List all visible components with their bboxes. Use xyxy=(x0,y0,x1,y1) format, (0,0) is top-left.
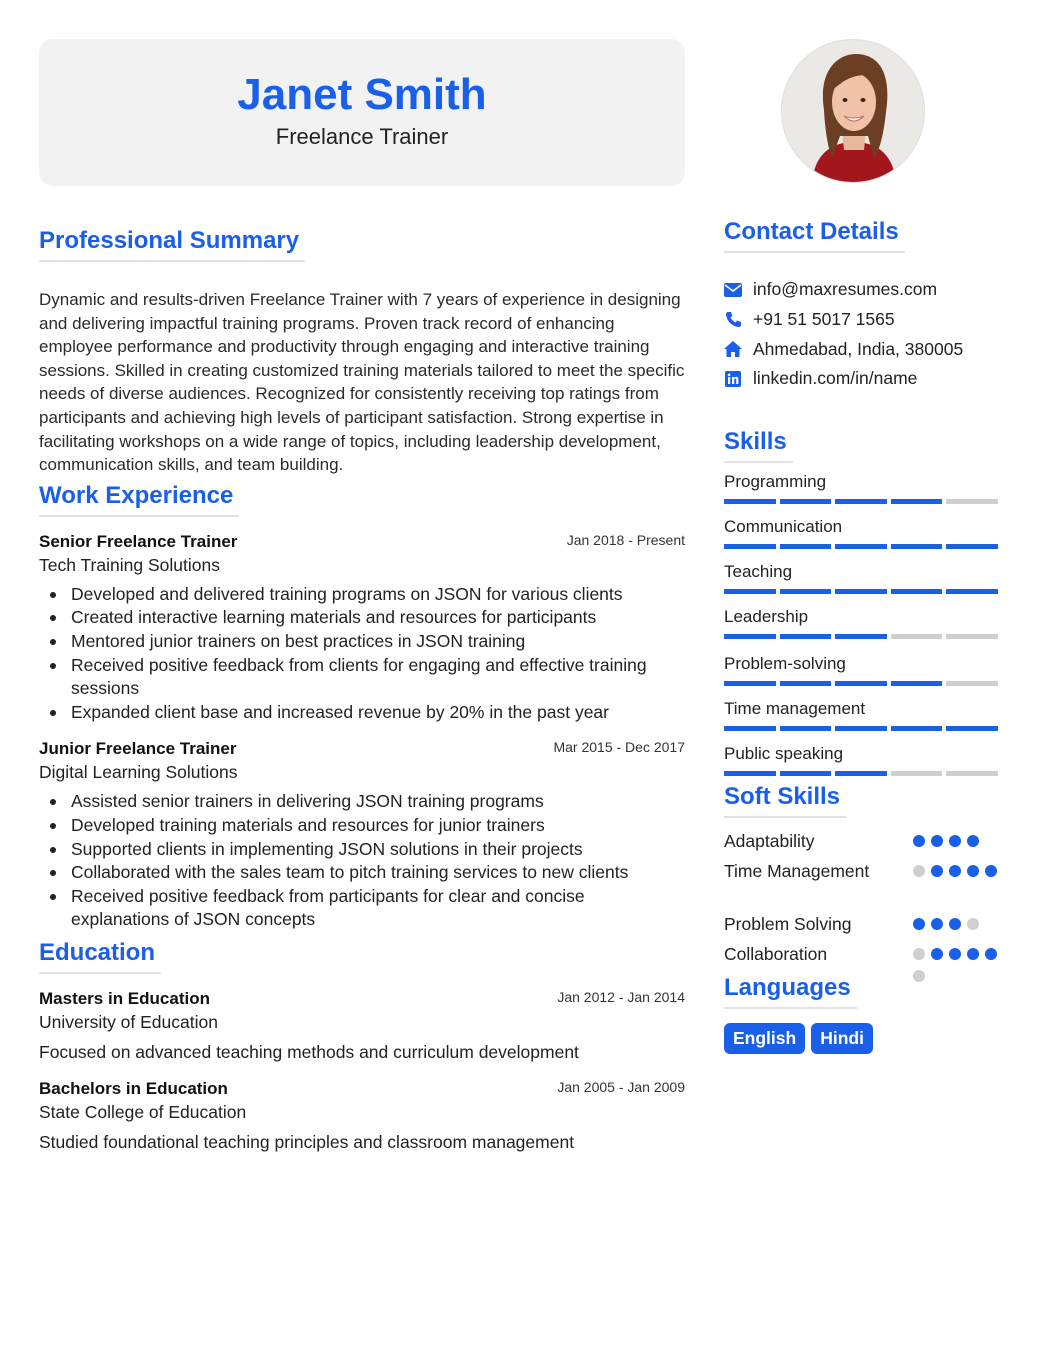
job-date: Jan 2018 - Present xyxy=(566,531,685,548)
skill-level-segment xyxy=(835,681,887,686)
soft-skill-item xyxy=(724,909,1000,939)
skill-level-segment xyxy=(780,544,832,549)
rating-dot xyxy=(967,835,979,847)
skill-level-segment xyxy=(835,771,887,776)
job-bullet: Supported clients in implementing JSON solutions in their projects xyxy=(71,838,685,862)
job-bullet: Developed training materials and resources for junior trainers xyxy=(71,814,685,838)
soft-skills-section xyxy=(724,782,1000,969)
job-company: Digital Learning Solutions xyxy=(39,762,238,783)
rating-dot xyxy=(985,865,997,877)
skill-level-bar xyxy=(724,771,1000,776)
education-heading: Education xyxy=(39,938,161,974)
job-bullet: Created interactive learning materials and resources for participants xyxy=(71,606,685,630)
skill-level-segment xyxy=(946,681,998,686)
skill-level-segment xyxy=(946,771,998,776)
skill-level-segment xyxy=(780,499,832,504)
languages-heading: Languages xyxy=(724,973,857,1009)
skill-item xyxy=(724,743,1000,776)
skill-level-segment xyxy=(946,634,998,639)
education-section xyxy=(39,938,685,1154)
rating-dot xyxy=(931,865,943,877)
job-bullets xyxy=(39,583,685,725)
contact-section xyxy=(724,217,1000,394)
skill-level-segment xyxy=(946,589,998,594)
skill-level-segment xyxy=(724,681,776,686)
skill-level-segment xyxy=(724,726,776,731)
summary-heading: Professional Summary xyxy=(39,226,305,262)
skill-level-segment xyxy=(891,499,943,504)
side-column xyxy=(724,39,1000,1054)
rating-dot xyxy=(913,835,925,847)
skill-name: Programming xyxy=(724,471,827,491)
school-name: State College of Education xyxy=(39,1101,247,1122)
soft-skill-rating xyxy=(913,918,1003,930)
education-date: Jan 2005 - Jan 2009 xyxy=(557,1078,685,1095)
soft-skill-name: Collaboration xyxy=(724,943,828,964)
soft-skill-item xyxy=(724,939,1000,969)
contact-item xyxy=(724,364,1000,394)
summary-text: Dynamic and results-driven Freelance Trainer with 7 years of experience in designing and delivering impactful training programs. Proven track record of enhancing employee performance and productivity through engaging and interactive training sessions. Skilled in creating customized training materials tailored to meet the specific needs of diverse audiences. Recognized for consistently receiving top ratings from participants and achieving high levels of participant satisfaction. Strong expertise in facilitating workshops on a wide range of topics, including leadership development, communication skills, and team building. xyxy=(39,290,685,475)
education-header xyxy=(39,988,685,1010)
profile-photo-illustration xyxy=(782,40,925,183)
skill-name: Problem-solving xyxy=(724,653,846,673)
jobs-list xyxy=(39,531,685,932)
rating-dot xyxy=(985,948,997,960)
skill-level-segment xyxy=(835,499,887,504)
candidate-title: Freelance Trainer xyxy=(275,124,449,149)
skill-level-segment xyxy=(946,726,998,731)
contact-item xyxy=(724,334,1000,364)
contact-heading: Contact Details xyxy=(724,217,905,253)
job-bullet: Developed and delivered training programs on JSON for various clients xyxy=(71,583,685,607)
rating-dot xyxy=(913,918,925,930)
soft-skill-rating xyxy=(913,835,1003,847)
job-bullet: Collaborated with the sales team to pitch training services to new clients xyxy=(71,861,685,885)
skill-level-bar xyxy=(724,634,1000,639)
soft-skills-list xyxy=(724,826,1000,969)
languages-section xyxy=(724,973,1000,1054)
education-entry xyxy=(39,988,685,1064)
education-date: Jan 2012 - Jan 2014 xyxy=(557,988,685,1005)
skill-level-segment xyxy=(835,544,887,549)
skill-item xyxy=(724,471,1000,504)
linkedin-icon xyxy=(724,370,742,388)
job-bullets xyxy=(39,790,685,932)
rating-dot xyxy=(949,918,961,930)
contact-text: info@maxresumes.com xyxy=(753,279,938,300)
skill-level-segment xyxy=(891,771,943,776)
skill-name: Teaching xyxy=(724,561,793,581)
school-name: University of Education xyxy=(39,1011,218,1032)
rating-dot xyxy=(967,865,979,877)
skill-level-segment xyxy=(780,634,832,639)
skill-level-segment xyxy=(724,544,776,549)
skill-name: Time management xyxy=(724,698,866,718)
rating-dot xyxy=(949,948,961,960)
skill-level-segment xyxy=(891,544,943,549)
summary-section xyxy=(39,226,685,477)
degree-title: Bachelors in Education xyxy=(39,1078,228,1098)
skill-level-segment xyxy=(946,499,998,504)
skill-level-bar xyxy=(724,726,1000,731)
skill-level-segment xyxy=(891,726,943,731)
rating-dot xyxy=(967,948,979,960)
job-bullet: Expanded client base and increased revenue by 20% in the past year xyxy=(71,701,685,725)
soft-skill-name: Time Management xyxy=(724,860,870,881)
rating-dot xyxy=(931,918,943,930)
skill-item xyxy=(724,561,1000,594)
skills-heading: Skills xyxy=(724,427,793,463)
job-bullet: Received positive feedback from clients for engaging and effective training sessions xyxy=(71,654,685,701)
skill-item xyxy=(724,606,1000,639)
experience-heading: Work Experience xyxy=(39,481,239,517)
soft-skill-item xyxy=(724,856,1000,909)
skill-level-segment xyxy=(724,771,776,776)
languages-list xyxy=(724,1023,1000,1054)
job-date: Mar 2015 - Dec 2017 xyxy=(553,739,685,756)
main-column xyxy=(39,39,685,1154)
skill-name: Communication xyxy=(724,516,843,536)
contact-text: +91 51 5017 1565 xyxy=(753,309,895,330)
education-header xyxy=(39,1078,685,1100)
job-entry xyxy=(39,738,685,932)
header-box xyxy=(39,39,685,186)
education-entry xyxy=(39,1078,685,1154)
skill-level-segment xyxy=(891,681,943,686)
job-header xyxy=(39,531,685,553)
soft-skill-name: Problem Solving xyxy=(724,913,852,934)
contact-text: linkedin.com/in/name xyxy=(753,368,918,389)
education-description: Focused on advanced teaching methods and curriculum development xyxy=(39,1041,579,1062)
education-list xyxy=(39,988,685,1154)
phone-icon xyxy=(724,311,742,329)
job-bullet: Mentored junior trainers on best practices in JSON training xyxy=(71,630,685,654)
skill-item xyxy=(724,653,1000,686)
skills-list xyxy=(724,471,1000,776)
rating-dot xyxy=(949,835,961,847)
skill-level-segment xyxy=(724,499,776,504)
skill-item xyxy=(724,516,1000,549)
job-title: Junior Freelance Trainer xyxy=(39,739,237,759)
skill-level-bar xyxy=(724,589,1000,594)
contact-text: Ahmedabad, India, 380005 xyxy=(753,338,964,359)
skill-level-segment xyxy=(891,589,943,594)
skill-level-bar xyxy=(724,499,1000,504)
soft-skill-rating xyxy=(913,948,1003,982)
skill-level-segment xyxy=(724,589,776,594)
job-bullet: Assisted senior trainers in delivering JSON training programs xyxy=(71,790,685,814)
language-badge: Hindi xyxy=(811,1023,873,1054)
skill-level-bar xyxy=(724,544,1000,549)
skill-level-segment xyxy=(835,634,887,639)
skill-level-segment xyxy=(780,771,832,776)
skill-level-segment xyxy=(780,726,832,731)
job-bullet: Received positive feedback from participants for clear and concise explanations of JSON concepts xyxy=(71,885,685,932)
job-title: Senior Freelance Trainer xyxy=(39,531,238,551)
rating-dot xyxy=(931,835,943,847)
profile-photo xyxy=(781,39,925,183)
skill-level-segment xyxy=(780,589,832,594)
skill-name: Leadership xyxy=(724,606,809,626)
skill-level-segment xyxy=(835,726,887,731)
rating-dot xyxy=(931,948,943,960)
rating-dot xyxy=(913,970,925,982)
education-description: Studied foundational teaching principles and classroom management xyxy=(39,1131,575,1152)
skill-item xyxy=(724,698,1000,731)
job-entry xyxy=(39,531,685,725)
contact-item xyxy=(724,275,1000,305)
language-badge: English xyxy=(724,1023,805,1054)
rating-dot xyxy=(913,948,925,960)
soft-skill-rating xyxy=(913,865,1003,877)
rating-dot xyxy=(913,865,925,877)
home-icon xyxy=(724,340,742,358)
rating-dot xyxy=(949,865,961,877)
soft-skill-name: Adaptability xyxy=(724,830,815,851)
skill-level-segment xyxy=(891,634,943,639)
contact-list xyxy=(724,275,1000,394)
degree-title: Masters in Education xyxy=(39,988,210,1008)
skill-level-segment xyxy=(946,544,998,549)
skill-level-segment xyxy=(780,681,832,686)
contact-item xyxy=(724,305,1000,335)
skill-level-bar xyxy=(724,681,1000,686)
skill-level-segment xyxy=(724,634,776,639)
email-icon xyxy=(724,281,742,299)
skill-level-segment xyxy=(835,589,887,594)
skills-section xyxy=(724,427,1000,776)
soft-skills-heading: Soft Skills xyxy=(724,782,846,818)
job-company: Tech Training Solutions xyxy=(39,554,220,575)
candidate-name: Janet Smith xyxy=(237,70,487,119)
skill-name: Public speaking xyxy=(724,743,844,763)
rating-dot xyxy=(967,918,979,930)
job-header xyxy=(39,738,685,760)
soft-skill-item xyxy=(724,826,1000,856)
experience-section xyxy=(39,481,685,932)
